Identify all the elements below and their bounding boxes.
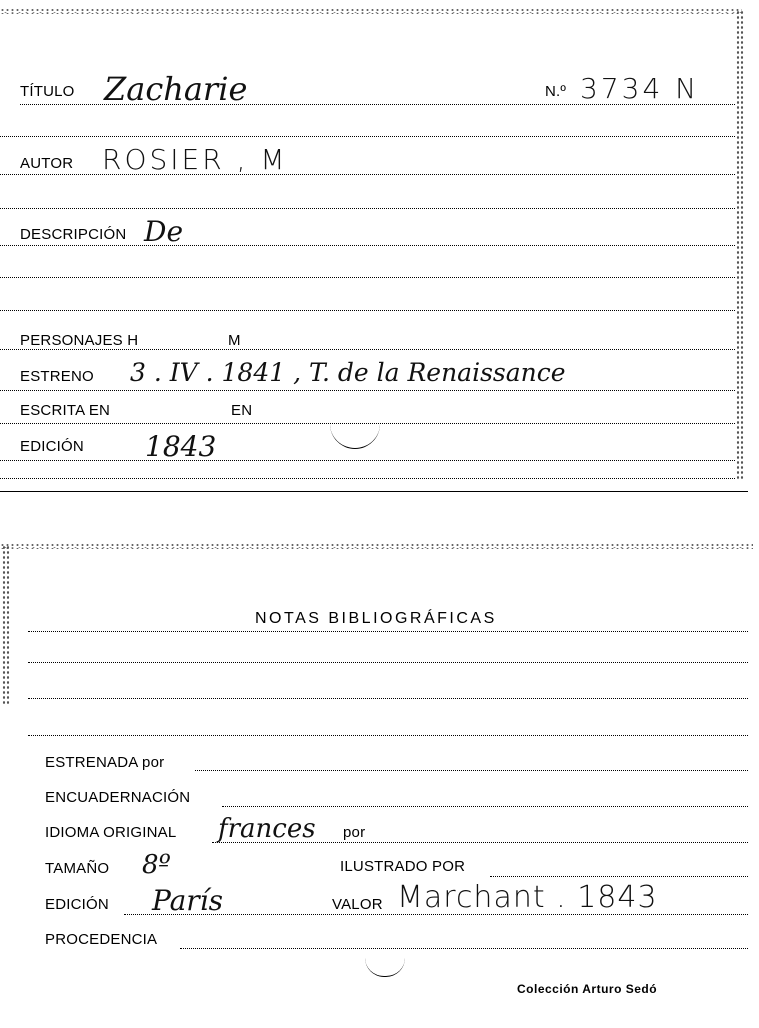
collection-credit: Colección Arturo Sedó <box>517 982 658 996</box>
rule-edicion <box>0 460 735 461</box>
catalog-card-bottom <box>0 540 759 1028</box>
card-bottom-top-edge <box>0 543 753 549</box>
catalog-card-top <box>0 0 748 492</box>
tamano-label: TAMAÑO <box>45 860 110 877</box>
personajes-label: PERSONAJES H <box>20 332 139 349</box>
rule-personajes <box>0 349 735 350</box>
estrenada-label: ESTRENADA por <box>45 754 165 771</box>
rule-autor-2 <box>0 208 735 209</box>
edicion-bottom-label: EDICIÓN <box>45 896 109 913</box>
rule-notas <box>28 631 748 632</box>
rule-encuadernacion <box>222 806 748 807</box>
rule-titulo-2 <box>0 136 735 137</box>
ilustrado-label: ILUSTRADO POR <box>340 858 466 875</box>
escrita-en-label: EN <box>231 402 253 419</box>
descripcion-label: DESCRIPCIÓN <box>20 226 127 243</box>
card-top-edge <box>0 8 742 14</box>
autor-label: AUTOR <box>20 155 74 172</box>
rule-ilustrado <box>490 876 748 877</box>
notas-title: NOTAS BIBLIOGRÁFICAS <box>255 610 497 627</box>
tamano-value: 8º <box>142 850 171 880</box>
procedencia-label: PROCEDENCIA <box>45 931 158 948</box>
rule-edicion-2 <box>0 478 735 479</box>
rule-titulo <box>20 104 735 105</box>
card-bottom-left-edge <box>2 545 10 705</box>
rule-estrenada <box>195 770 748 771</box>
rule-edicion-bottom <box>124 914 748 915</box>
rule-autor <box>0 174 735 175</box>
valor-value: Marchant . 1843 <box>397 880 658 915</box>
idioma-por-label: por <box>343 824 366 841</box>
pen-mark <box>330 422 380 449</box>
rule-procedencia <box>180 948 748 949</box>
numero-label: N.º <box>545 83 567 100</box>
card-right-edge <box>736 10 744 480</box>
titulo-value: Zacharie <box>104 70 248 108</box>
rule-estreno <box>0 390 735 391</box>
escrita-label: ESCRITA EN <box>20 402 111 419</box>
card-top-bottom-edge <box>0 491 748 492</box>
rule-notas-2 <box>28 662 748 663</box>
estreno-label: ESTRENO <box>20 368 94 385</box>
autor-value: ROSIER , M <box>102 143 288 176</box>
idioma-value: frances <box>218 814 316 844</box>
pen-mark-bottom <box>365 958 405 977</box>
edicion-bottom-value: París <box>152 884 223 917</box>
titulo-label: TÍTULO <box>20 83 75 100</box>
edicion-value: 1843 <box>145 430 217 463</box>
rule-notas-3 <box>28 698 748 699</box>
estreno-value: 3 . IV . 1841 , T. de la Renaissance <box>130 358 566 387</box>
descripcion-value: De <box>144 215 184 248</box>
rule-notas-4 <box>28 735 748 736</box>
edicion-label: EDICIÓN <box>20 438 84 455</box>
valor-label: VALOR <box>332 896 383 913</box>
numero-value: 3734 N <box>580 72 700 105</box>
personajes-m-label: M <box>228 332 241 349</box>
rule-idioma <box>212 842 748 843</box>
idioma-label: IDIOMA ORIGINAL <box>45 824 177 841</box>
rule-descripcion-3 <box>0 310 735 311</box>
encuadernacion-label: ENCUADERNACIÓN <box>45 789 191 806</box>
rule-descripcion-2 <box>0 277 735 278</box>
rule-descripcion <box>0 245 735 246</box>
